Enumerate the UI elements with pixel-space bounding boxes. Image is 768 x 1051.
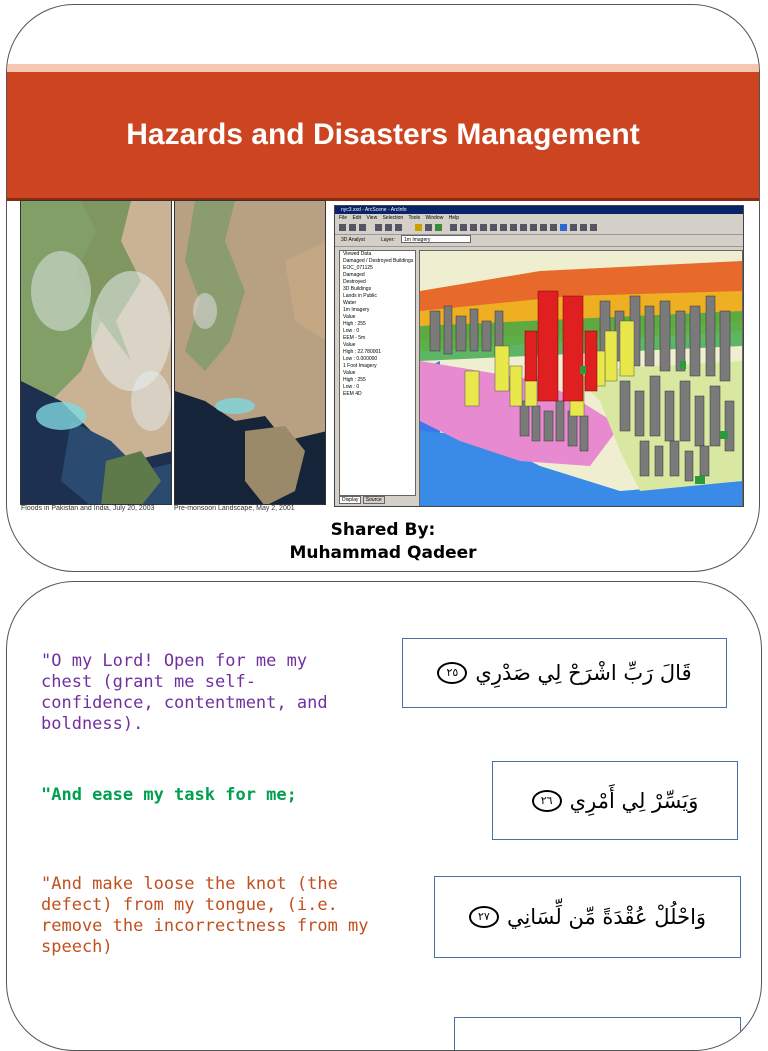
arabic-verse-text-27: وَاحْلُلْ عُقْدَةً مِّن لِّسَانِي: [506, 905, 707, 929]
shared-by-label: Shared By:: [330, 520, 436, 540]
arabic-verse-box-25: [402, 638, 727, 708]
ayah-number-badge-26: ٢٦: [532, 790, 562, 812]
gis-toc-item[interactable]: High : 255: [343, 321, 366, 327]
slide-title: Hazards and Disasters Management: [126, 118, 640, 151]
gis-toc-item[interactable]: Low : 0.000000: [343, 356, 378, 362]
gis-toc-item[interactable]: EEM - 5m: [343, 335, 366, 341]
gis-toc-item[interactable]: Low : 0: [343, 384, 360, 390]
gis-toc-item[interactable]: Value: [343, 314, 356, 320]
gis-3d-city-scene: [419, 250, 743, 507]
gis-toc-item[interactable]: EEM 4D: [343, 391, 362, 397]
gis-toc-item[interactable]: 3D Buildings: [343, 286, 372, 292]
gis-toc-item[interactable]: EOC_071125: [343, 265, 373, 271]
gis-toc-item[interactable]: Damaged: [343, 272, 365, 278]
caption-floods: Floods in Pakistan and India, July 20, 2003: [21, 505, 155, 512]
gis-layer-select[interactable]: 1m Imagery: [401, 235, 471, 243]
gis-toc-item[interactable]: Value: [343, 342, 356, 348]
tab-source[interactable]: Source: [363, 496, 385, 504]
gis-window-title: nyc3.sxd - ArcScene - ArcInfo: [335, 206, 743, 214]
gis-toc-item[interactable]: Lands in Public: [343, 293, 377, 299]
gis-toc-tabs: [339, 496, 414, 505]
gis-layer-label: Layer:: [381, 237, 395, 243]
ayah-number-badge-25: ٢٥: [437, 662, 467, 684]
gis-toc-item[interactable]: High : 255: [343, 377, 366, 383]
gis-toc-item[interactable]: 1m Imagery: [343, 307, 370, 313]
gis-toc-item[interactable]: Damaged / Destroyed Buildings: [343, 258, 414, 264]
title-accent-strip: [7, 64, 759, 72]
gis-application-screenshot: [334, 205, 744, 507]
gis-toolbar-label: 3D Analyst: [341, 237, 365, 243]
slide-1: [6, 4, 760, 572]
verse-translation-26: "And ease my task for me;: [41, 785, 297, 805]
arabic-verse-text-25: قَالَ رَبِّ اشْرَحْ لِي صَدْرِي: [475, 661, 692, 685]
satellite-image-floods: [20, 200, 172, 505]
title-bar: [7, 72, 759, 201]
verse-translation-25: "O my Lord! Open for me my chest (grant me self-confidence, contentment, and boldness).: [41, 651, 328, 734]
arabic-verse-text-26: وَيَسِّرْ لِي أَمْرِي: [569, 788, 699, 813]
ayah-number-badge-27: ٢٧: [469, 906, 499, 928]
satellite-image-premonsoon: [174, 200, 326, 505]
verse-translation-27: "And make loose the knot (the defect) from my tongue, (i.e. remove the incorrectness from my speech): [41, 874, 369, 957]
gis-menu-bar: File Edit View Selection Tools Window Help: [339, 215, 459, 221]
gis-toc-item[interactable]: Value: [343, 370, 356, 376]
arabic-verse-box-26: [492, 761, 738, 840]
caption-premonsoon: Pre-monsoon Landscape, May 2, 2001: [174, 505, 295, 512]
gis-toc-item[interactable]: Water: [343, 300, 357, 306]
gis-3d-analyst-toolbar: [335, 234, 743, 247]
gis-toc-item[interactable]: Destroyed: [343, 279, 366, 285]
tab-display[interactable]: Display: [339, 496, 361, 504]
slide-2: [6, 581, 762, 1051]
arabic-verse-box-28: [454, 1017, 741, 1051]
gis-table-of-contents: [339, 250, 416, 496]
shared-by-block: [7, 519, 759, 565]
gis-toc-item[interactable]: Viewed Data: [343, 251, 372, 257]
gis-toc-item[interactable]: 1 Foot Imagery: [343, 363, 377, 369]
shared-by-name: Muhammad Qadeer: [289, 543, 477, 563]
gis-toc-item[interactable]: High : 22.780001: [343, 349, 382, 355]
arabic-verse-box-27: [434, 876, 741, 958]
gis-toc-item[interactable]: Low : 0: [343, 328, 360, 334]
